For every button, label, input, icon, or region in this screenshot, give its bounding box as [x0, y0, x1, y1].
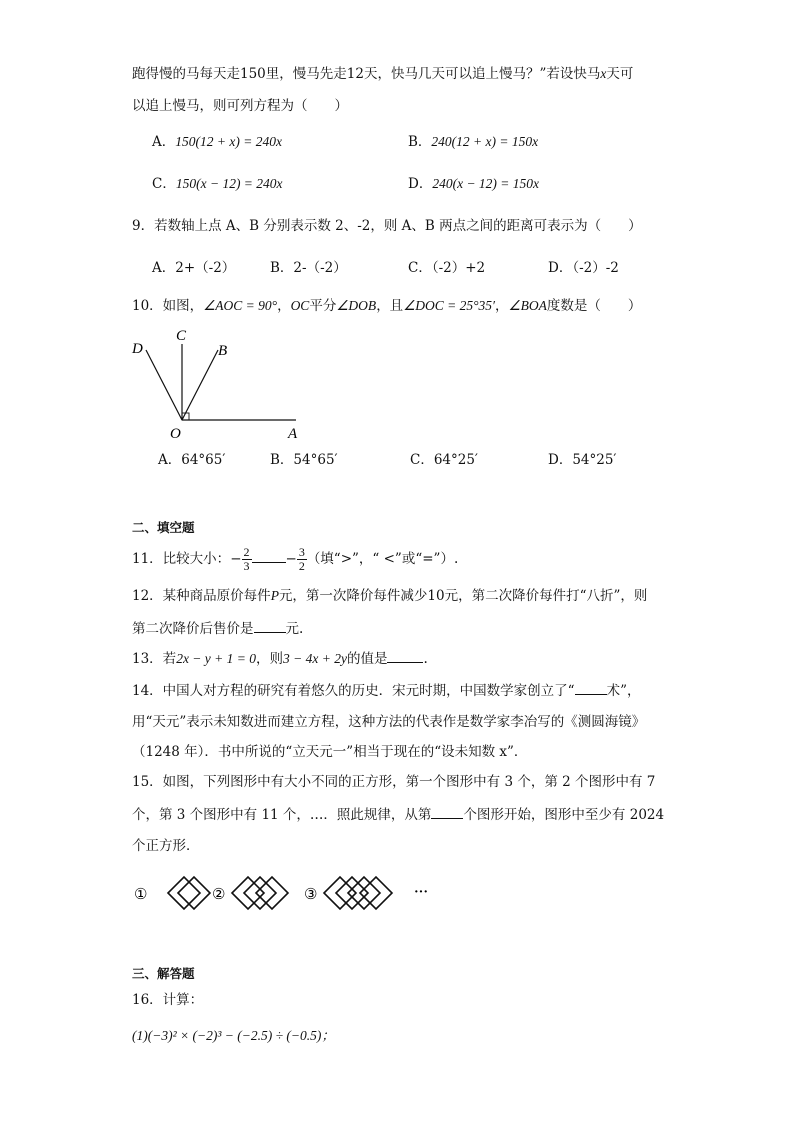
- q8-option-d[interactable]: D．240(x − 12) = 150x: [408, 176, 540, 192]
- q10-option-b[interactable]: B．54°65′: [270, 452, 338, 468]
- label-b: B: [218, 343, 228, 359]
- q8-line1: 跑得慢的马每天走150里，慢马先走12天，快马几天可以追上慢马？”若设快马x天可: [132, 66, 634, 82]
- q14-line2: 用“天元”表示未知数进而建立方程，这种方法的代表作是数学家李冶写的《测圆海镜》: [132, 714, 646, 730]
- q12-answer-blank[interactable]: [254, 618, 286, 633]
- label-o: O: [170, 426, 181, 442]
- q10-option-d[interactable]: D．54°25′: [548, 452, 617, 468]
- q9-option-b[interactable]: B．2-（-2）: [270, 260, 347, 276]
- q11-line: 11．比较大小：− $\frac{2}{3}$ − $\frac{3}{2}$ （填“>”，“ <”或“=”）.: [132, 545, 459, 573]
- ray-od: [146, 350, 182, 420]
- q16-part1: (1)(−3)² × (−2)³ − (−2.5) ÷ (−0.5)；: [132, 1028, 335, 1043]
- q8-option-a[interactable]: A．150(12 + x) = 240x: [152, 134, 282, 150]
- figure-2: [232, 877, 288, 909]
- label-d: D: [132, 341, 143, 357]
- fraction-2-3: $\frac{2}{3}$: [243, 545, 250, 573]
- section-solution-heading: 三、解答题: [132, 966, 195, 981]
- q9-option-c[interactable]: C．（-2）+2: [408, 260, 486, 276]
- section-fill-blank-heading: 二、填空题: [132, 520, 195, 535]
- q8-line2: 以追上慢马，则可列方程为（ ）: [132, 98, 348, 114]
- var-x: x: [600, 66, 607, 81]
- q11-answer-blank[interactable]: [252, 548, 286, 563]
- q16-stem: 16．计算：: [132, 992, 204, 1008]
- q12-line2: 第二次降价后售价是 元.: [132, 618, 303, 639]
- q8-option-b[interactable]: B．240(12 + x) = 150x: [408, 134, 539, 150]
- q10-stem: 10．如图，∠AOC = 90°，OC平分∠DOB，且∠DOC = 25°35′，∠BOA度数是（ ）: [132, 298, 642, 314]
- q12-line1: 12．某种商品原价每件P元，第一次降价每件减少10元，第二次降价每件打“八折”，则: [132, 588, 648, 604]
- q15-line3: 个正方形．: [132, 838, 200, 854]
- q14-answer-blank[interactable]: [575, 680, 607, 695]
- label-a: A: [288, 426, 298, 442]
- figure-1: [168, 877, 210, 909]
- q8-option-c[interactable]: C．150(x − 12) = 240x: [152, 176, 283, 192]
- figure-label-3: ③: [304, 887, 318, 903]
- q14-line3: （1248 年）．书中所说的“立天元一”相当于现在的“设未知数 x”．: [132, 744, 528, 760]
- q9-stem: 9．若数轴上点 A、B 分别表示数 2、-2，则 A、B 两点之间的距离可表示为（ ）: [132, 218, 642, 234]
- figure-3: [324, 877, 392, 909]
- q13-answer-blank[interactable]: [387, 648, 423, 663]
- q15-line1: 15．如图，下列图形中有大小不同的正方形，第一个图形中有 3 个，第 2 个图形中有 7: [132, 774, 656, 790]
- angle-figure: [128, 322, 318, 446]
- fraction-3-2: $\frac{3}{2}$: [298, 545, 305, 573]
- q14-line1: 14．中国人对方程的研究有着悠久的历史．宋元时期，中国数学家创立了“ 术”，: [132, 680, 641, 701]
- q9-option-a[interactable]: A．2+（-2）: [152, 260, 236, 276]
- squares-pattern-figure: [128, 868, 438, 918]
- q15-line2: 个，第 3 个图形中有 11 个，…．照此规律，从第 个图形开始，图形中至少有 2024: [132, 804, 664, 825]
- q9-option-d[interactable]: D．（-2）-2: [548, 260, 619, 276]
- figure-label-2: ②: [212, 887, 226, 903]
- figure-ellipsis: ···: [414, 885, 429, 900]
- figure-label-1: ①: [134, 887, 148, 903]
- ray-ob: [182, 350, 218, 420]
- q13-line: 13．若2x − y + 1 = 0，则3 − 4x + 2y的值是 .: [132, 648, 428, 669]
- q10-option-a[interactable]: A．64°65′: [158, 452, 226, 468]
- label-c: C: [176, 328, 187, 344]
- q15-answer-blank[interactable]: [431, 804, 463, 819]
- q10-option-c[interactable]: C．64°25′: [410, 452, 479, 468]
